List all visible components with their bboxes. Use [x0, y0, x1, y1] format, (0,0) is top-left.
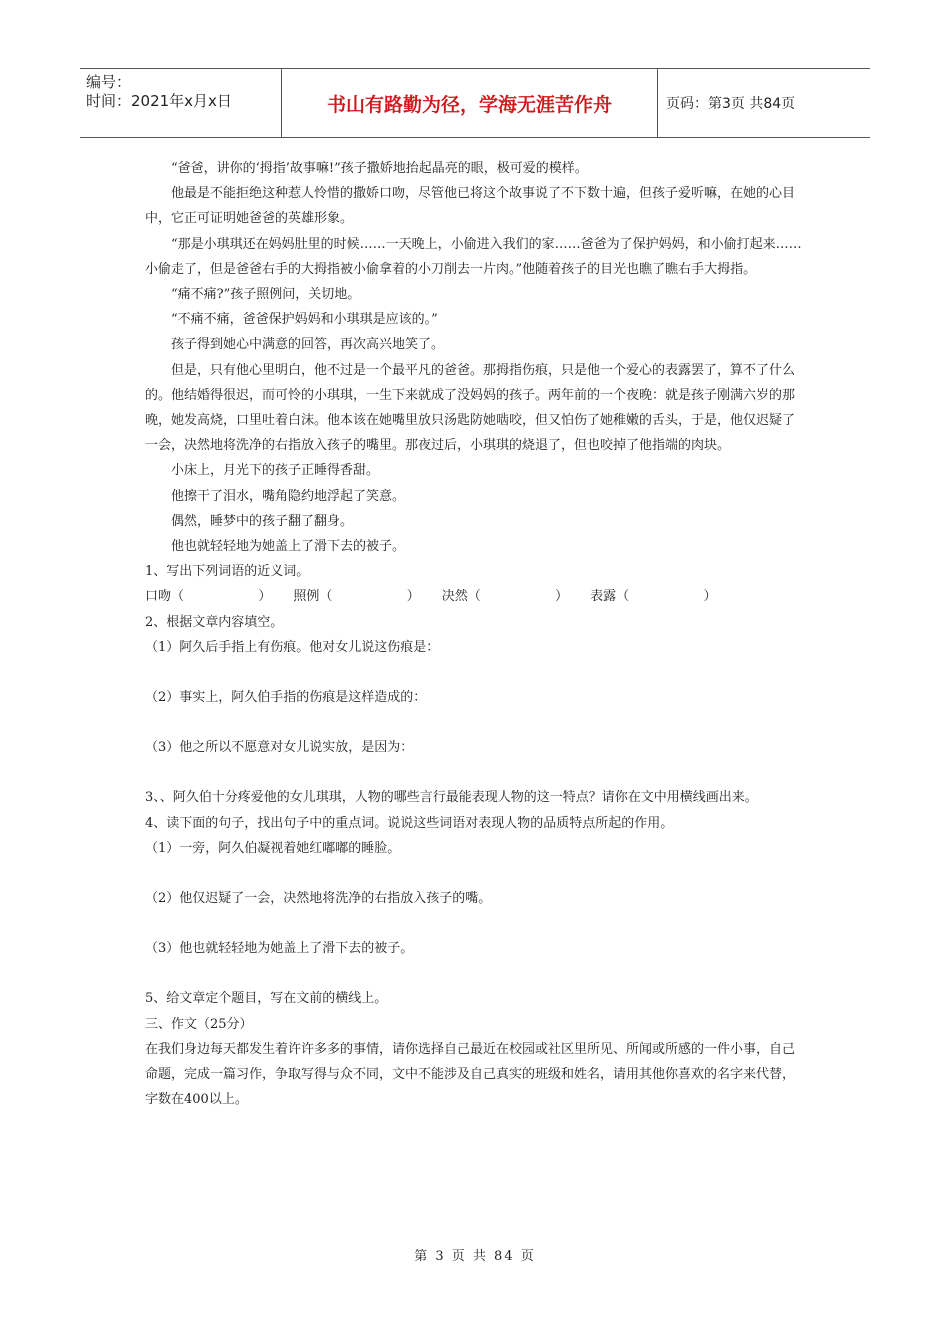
question-2-item: （1）阿久后手指上有伤痕。他对女儿说这伤痕是：: [145, 639, 440, 655]
question-1-items: [145, 584, 807, 609]
answer-space: [145, 911, 807, 936]
story-paragraph: 但是，只有他心里明白，他不过是一个最平凡的爸爸。那拇指伤痕，只是他一个爱心的表露罢了，算不了什么的。他结婚得很迟，而可怜的小琪琪，一生下来就成了没妈妈的孩子。两年前的一个夜晚：就是孩子刚满六岁的那晚，她发高烧，口里吐着白沫。他本该在她嘴里放只汤匙防她啮咬，但又怕伤了她稚嫩的舌头，于是，他仅迟疑了一会，决然地将洗净的右指放入孩子的嘴里。那夜过后，小琪琪的烧退了，但也咬掉了他指端的肉块。: [145, 362, 796, 454]
story-paragraph: “那是小琪琪还在妈妈肚里的时候……一天晚上，小偷进入我们的家……爸爸为了保护妈妈，和小偷打起来……小偷走了，但是爸爸右手的大拇指被小偷拿着的小刀削去一片肉。”他随着孩子的目光也瞧了瞧右手大拇指。: [145, 236, 802, 277]
story-paragraph: “爸爸，讲你的‘拇指’故事嘛!”孩子撒娇地抬起晶亮的眼，极可爱的模样。: [171, 161, 588, 176]
story-paragraph: 偶然，睡梦中的孩子翻了翻身。: [171, 513, 354, 529]
motto: 书山有路勤为径，学海无涯苦作舟: [326, 93, 612, 116]
essay-prompt: 在我们身边每天都发生着许许多多的事情，请你选择自己最近在校园或社区里所见、所闻或所感的一件小事，自己命题，完成一篇习作，争取写得与众不同，文中不能涉及自己真实的班级和姓名，请用其他你喜欢的名字来代替，字数在400以上。: [145, 1041, 796, 1108]
number-label: 编号：: [86, 73, 132, 91]
page-header: [80, 68, 870, 138]
story-paragraph: “不痛不痛，爸爸保护妈妈和小琪琪是应该的。”: [171, 312, 438, 328]
document-body: [145, 156, 807, 1113]
answer-space: [145, 961, 807, 986]
header-meta: [80, 69, 282, 137]
vocab-item: 口吻（ ）: [145, 589, 272, 605]
question-4-item: （2）他仅迟疑了一会，决然地将洗净的右指放入孩子的嘴。: [145, 891, 492, 907]
story-paragraph: “痛不痛?”孩子照例问，关切地。: [171, 287, 361, 303]
story-paragraph: 他最是不能拒绝这种惹人怜惜的撒娇口吻，尽管他已将这个故事说了不下数十遍，但孩子爱听嘛，在她的心目中，它正可证明她爸爸的英雄形象。: [145, 186, 796, 227]
story-paragraph: 小床上，月光下的孩子正睡得香甜。: [171, 463, 380, 479]
header-motto-cell: [282, 69, 658, 137]
question-5: 5、给文章定个题目，写在文前的横线上。: [145, 991, 388, 1007]
question-2-title: 2、根据文章内容填空。: [145, 614, 284, 630]
vocab-item: 决然（ ）: [441, 589, 569, 605]
page-footer: 第 3 页 共 84 页: [414, 1249, 536, 1264]
answer-space: [145, 710, 807, 735]
story-paragraph: 他也就轻轻地为她盖上了滑下去的被子。: [171, 539, 406, 555]
story-paragraph: 孩子得到她心中满意的回答，再次高兴地笑了。: [171, 337, 445, 353]
question-4-item: （1）一旁，阿久伯凝视着她红嘟嘟的睡脸。: [145, 840, 401, 856]
question-4-item: （3）他也就轻轻地为她盖上了滑下去的被子。: [145, 941, 414, 957]
vocab-item: 表露（ ）: [590, 589, 717, 605]
essay-title: 三、作文（25分）: [145, 1016, 253, 1032]
time-label: 时间：2021年x月x日: [86, 92, 232, 110]
question-4-title: 4、读下面的句子，找出句子中的重点词。说说这些词语对表现人物的品质特点所起的作用。: [145, 815, 674, 831]
page-info: 页码：第3页 共84页: [666, 96, 796, 112]
vocab-item: 照例（ ）: [293, 589, 420, 605]
question-2-item: （3）他之所以不愿意对女儿说实放，是因为：: [145, 740, 414, 756]
story-paragraph: 他擦干了泪水，嘴角隐约地浮起了笑意。: [171, 488, 406, 504]
question-1-title: 1、写出下列词语的近义词。: [145, 564, 310, 580]
answer-space: [145, 760, 807, 785]
question-3: 3、、阿久伯十分疼爱他的女儿琪琪，人物的哪些言行最能表现人物的这一特点？请你在文中用横线画出来。: [145, 790, 758, 806]
answer-space: [145, 660, 807, 685]
question-2-item: （2）事实上，阿久伯手指的伤痕是这样造成的：: [145, 690, 427, 706]
answer-space: [145, 861, 807, 886]
